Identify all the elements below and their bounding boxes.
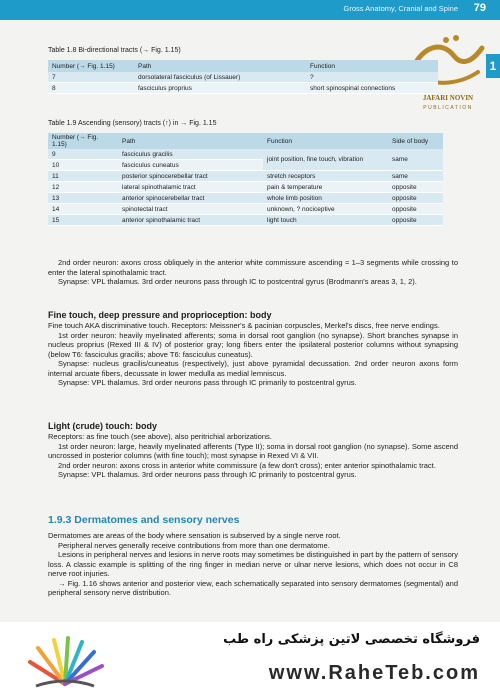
cell: dorsolateral fasciculus (of Lissauer) [134,72,306,83]
column-header: Path [118,133,263,149]
cell: stretch receptors [263,171,388,182]
cell: 15 [48,215,118,226]
table-row [48,171,443,182]
table-row [48,204,443,215]
chapter-tab: 1 [486,54,500,78]
table-row [48,215,443,226]
cell: anterior spinocerebellar tract [118,193,263,204]
table-ascending-tracts [48,133,443,226]
table-row [48,149,443,160]
cell: 14 [48,204,118,215]
table-row [48,72,438,83]
column-header: Function [263,133,388,149]
paragraph: Synapse: VPL thalamus. 3rd order neurons pass through IC primarily to postcentral gyrus. [58,470,357,479]
column-header: Path [134,60,306,72]
cell: opposite [388,182,443,193]
watermark-footer [0,622,500,700]
paragraph: 1st order neuron: heavily myelinated afferents; soma in dorsal root ganglion (no synapse). Short branches synapse in nucleus proprius (Rexed III & IV) of posterior gray; long fibers enter the ipsilateral posterior columns without synapsing (below T6: fasciculus gracilis; above T6: fasciculus cuneatus). [48,330,458,359]
column-header: Function [306,60,438,72]
column-header: Side of body [388,133,443,149]
table-caption: Table 1.9 Ascending (sensory) tracts (↑) in → Fig. 1.15 [48,120,217,127]
paragraph: Synapse: VPL thalamus. 3rd order neurons pass through IC to postcentral gyrus (Brodmann's areas 3, 1, 2). [58,277,417,286]
cell: same [388,171,443,182]
page-header [0,0,500,20]
column-header: Number (→ Fig. 1.15) [48,133,118,149]
paragraph: Synapse: nucleus gracilis/cuneatus (respectively), just above pyramidal decussation. 2nd order neuron axons form internal arcuate fibers, decussate in lower medulla as medial lemniscus. [48,359,458,378]
cell: opposite [388,204,443,215]
cell: 11 [48,171,118,182]
cell: whole limb position [263,193,388,204]
cell: spinotectal tract [118,204,263,215]
paragraph: Dermatomes are areas of the body where sensation is subserved by a single nerve root. [48,531,341,540]
table-row [48,83,438,94]
cell: ? [306,72,438,83]
section-heading: 1.9.3 Dermatomes and sensory nerves [48,514,240,526]
cell: anterior spinothalamic tract [118,215,263,226]
running-title: Gross Anatomy, Cranial and Spine [343,4,458,13]
table-caption: Table 1.8 Bi-directional tracts (→ Fig. 1.15) [48,47,181,54]
paragraph: Fine touch AKA discriminative touch. Receptors: Meissner's & pacinian corpuscles, Merkel's discs, free nerve endings. [48,321,440,330]
cell: fasciculus gracilis [118,149,263,160]
column-header: Number (→ Fig. 1.15) [48,60,134,72]
table-row [48,182,443,193]
store-name: فروشگاه تخصصی لاتین پزشکی راه طب [223,632,480,647]
cell: 7 [48,72,134,83]
subheading: Light (crude) touch: body [48,421,157,431]
cell: opposite [388,215,443,226]
paragraph: Lesions in peripheral nerves and lesions in nerve roots may sometimes be distinguished in part by the pattern of sensory loss. A classic example is splitting of the ring finger in median nerve or ulnar nerve lesions, which does not occur in C8 nerve root injuries. [48,550,458,578]
paragraph: Peripheral nerves generally receive contributions from more than one dermatome. [58,540,330,550]
cell: fasciculus proprius [134,83,306,94]
paragraph-block [48,258,458,287]
cell: light touch [263,215,388,226]
cell: 13 [48,193,118,204]
cell: unknown, ? nociceptive [263,204,388,215]
paragraph: 1st order neuron: large, heavily myelinated afferents (Type II); soma in dorsal root ganglion (no synapse). Some ascend uncrossed in posterior columns (with fine touch); most synapse in Rexed VI & VII. [48,441,458,460]
cell: 10 [48,160,118,171]
cell: 9 [48,149,118,160]
cell: lateral spinothalamic tract [118,182,263,193]
logo-brand: JAFARI NOVIN [422,94,474,102]
book-fan-logo-icon [22,632,108,692]
table-bidirectional-tracts [48,60,438,94]
cell: pain & temperature [263,182,388,193]
cell: same [388,149,443,171]
cell: 12 [48,182,118,193]
paragraph: Synapse: VPL thalamus. 3rd order neurons pass through IC primarily to postcentral gyrus. [58,378,357,387]
logo-subtitle: PUBLICATION [423,105,473,111]
paragraph-block [48,321,458,388]
cell: short spinospinal connections [306,83,438,94]
paragraph: 2nd order neuron: axons cross in anterior white commissure (a few don't cross); enter anterior spinothalamic tract. [58,460,436,470]
paragraph: → Fig. 1.16 shows anterior and posterior view, each schematically separated into sensory dermatomes (segmental) and peripheral sensory nerve distribution. [48,578,458,597]
page-number: 79 [473,2,486,14]
paragraph-block [48,531,458,598]
subheading: Fine touch, deep pressure and proprioception: body [48,310,272,320]
cell: fasciculus cuneatus [118,160,263,171]
table-row [48,193,443,204]
cell: 8 [48,83,134,94]
store-url: www.RaheTeb.com [268,662,480,684]
paragraph-block [48,432,458,480]
cell: opposite [388,193,443,204]
cell: joint position, fine touch, vibration [263,149,388,171]
paragraph: 2nd order neuron: axons cross obliquely in the anterior white commissure ascending ≈ 1–3 segments while crossing to enter the lateral spinothalamic tract. [48,258,458,277]
cell: posterior spinocerebellar tract [118,171,263,182]
paragraph: Receptors: as fine touch (see above), also peritrichial arborizations. [48,432,272,441]
